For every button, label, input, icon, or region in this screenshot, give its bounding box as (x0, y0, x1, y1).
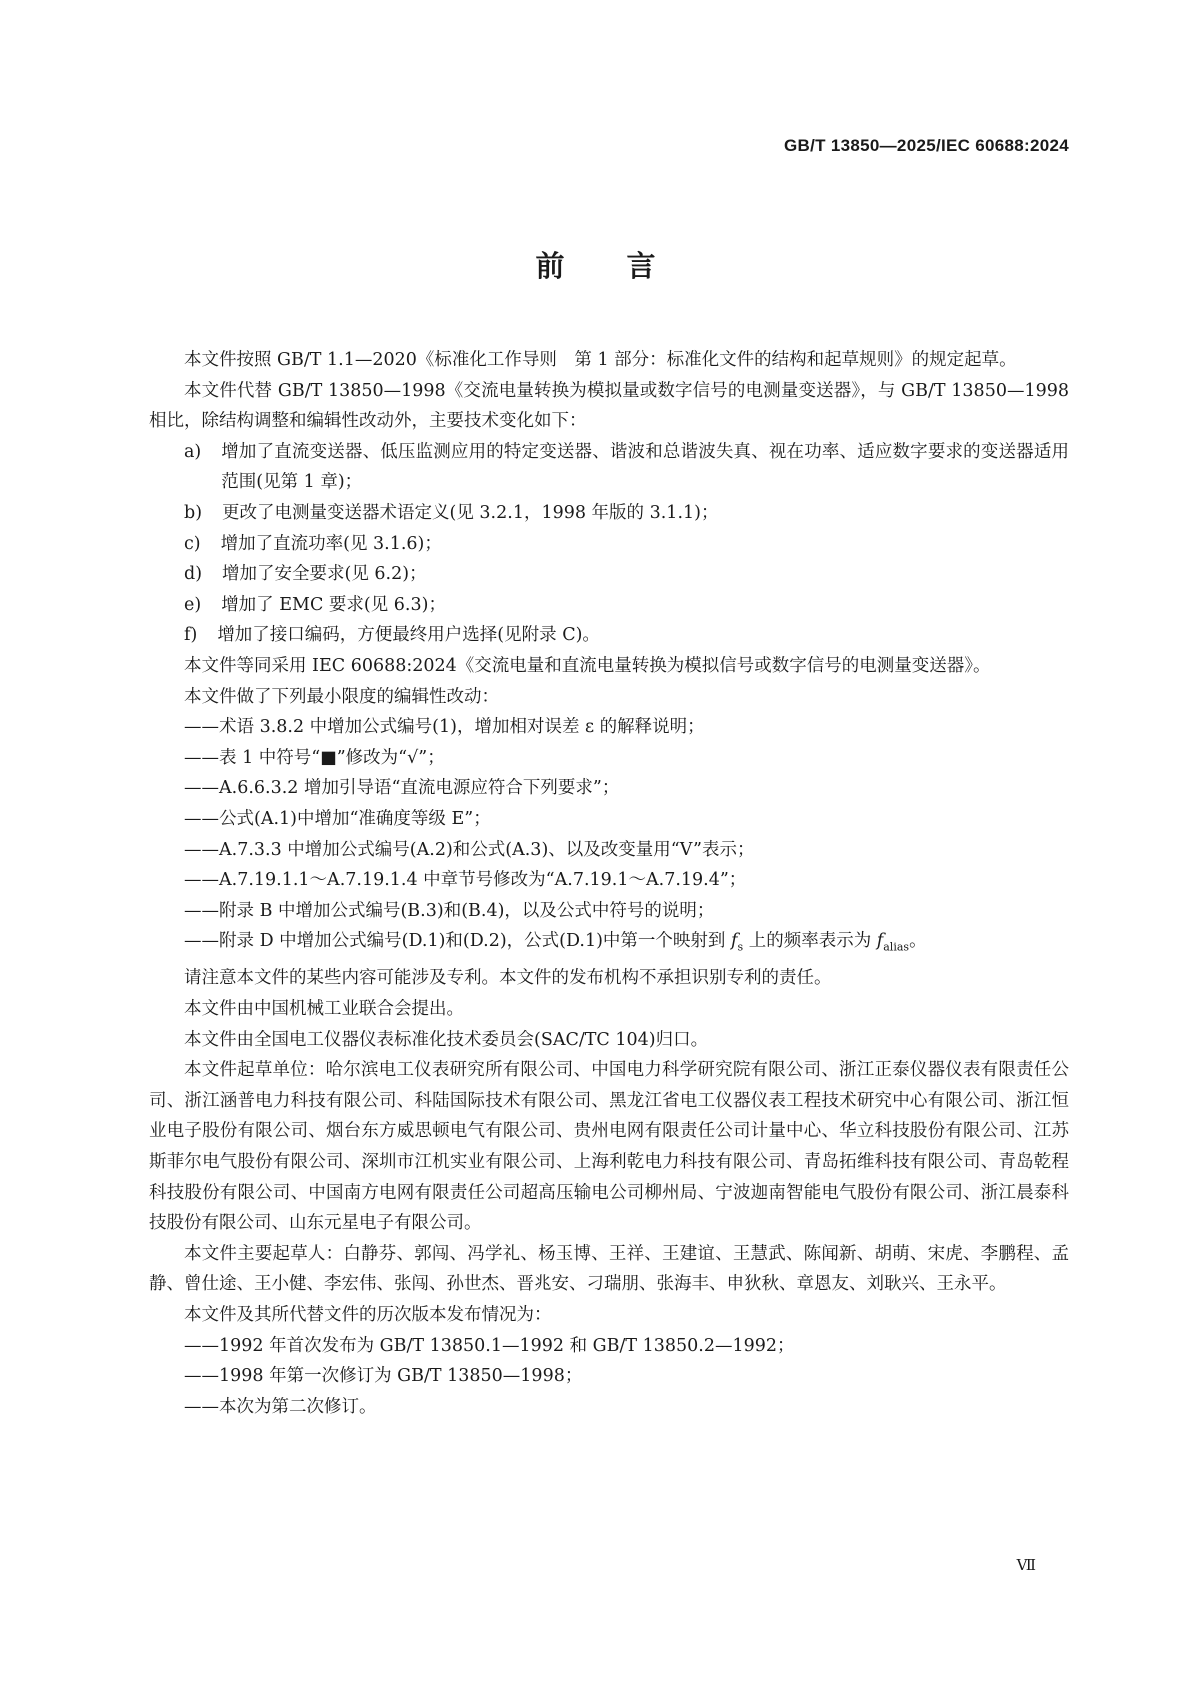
paragraph-editorial-intro: 本文件做了下列最小限度的编辑性改动： (184, 686, 499, 707)
dash-item-prefix: ——附录 D 中增加公式编号(D.1)和(D.2)，公式(D.1)中第一个映射到 (184, 931, 731, 952)
paragraph-committee: 本文件由全国电工仪器仪表标准化技术委员会(SAC/TC 104)归口。 (184, 1029, 709, 1050)
list-item (149, 620, 1069, 651)
list-item-text: 增加了直流功率(见 3.1.6)； (220, 533, 442, 554)
dash-item-middle: 上的频率表示为 (743, 931, 877, 952)
subscript-alias: alias (883, 940, 910, 954)
paragraph-drafters: 本文件主要起草人：白静芬、郭闯、冯学礼、杨玉博、王祥、王建谊、王慧武、陈闻新、胡萌、宋虎、李鹏程、孟静、曾仕途、王小健、李宏伟、张闯、孙世杰、晋兆安、刁瑞朋、张海丰、申狄秋、章恩友、刘耿兴、王永平。 (149, 1243, 1069, 1295)
document-code-header: GB/T 13850—2025/IEC 60688:2024 (784, 136, 1069, 155)
list-item (149, 590, 1069, 621)
paragraph-patent: 请注意本文件的某些内容可能涉及专利。本文件的发布机构不承担识别专利的责任。 (184, 968, 832, 989)
dash-item: ——A.7.19.1.1～A.7.19.1.4 中章节号修改为“A.7.19.1～A.7.19.4”； (184, 870, 747, 891)
title-char-1: 前 (535, 249, 565, 283)
paragraph-equivalence: 本文件等同采用 IEC 60688:2024《交流电量和直流电量转换为模拟信号或数字信号的电测量变送器》。 (184, 655, 991, 676)
document-body (149, 345, 1069, 1422)
page-title (0, 244, 1191, 285)
history-item: ——本次为第二次修订。 (184, 1396, 377, 1417)
paragraph-drafting-units: 本文件起草单位：哈尔滨电工仪表研究所有限公司、中国电力科学研究院有限公司、浙江正泰仪器仪表有限责任公司、浙江涵普电力科技有限公司、科陆国际技术有限公司、黑龙江省电工仪器仪表工程技术研究中心有限公司、浙江恒业电子股份有限公司、烟台东方威思顿电气有限公司、贵州电网有限责任公司计量中心、华立科技股份有限公司、江苏斯菲尔电气股份有限公司、深圳市江机实业有限公司、上海利乾电力科技有限公司、青岛拓维科技有限公司、青岛乾程科技股份有限公司、中国南方电网有限责任公司超高压输电公司柳州局、宁波迦南智能电气股份有限公司、浙江晨泰科技股份有限公司、山东元星电子有限公司。 (149, 1060, 1069, 1234)
dash-item: ——A.7.3.3 中增加公式编号(A.2)和公式(A.3)、以及改变量用“V”表示； (184, 839, 755, 860)
list-marker: d) (184, 564, 203, 585)
frequency-symbol-alias: f (876, 931, 884, 952)
paragraph-history-intro: 本文件及其所代替文件的历次版本发布情况为： (184, 1304, 552, 1325)
paragraph-drafting-rules: 本文件按照 GB/T 1.1—2020《标准化工作导则 第 1 部分：标准化文件的结构和起草规则》的规定起草。 (184, 350, 1017, 370)
page-number: Ⅶ (1016, 1556, 1036, 1574)
list-item-text: 增加了直流变送器、低压监测应用的特定变送器、谐波和总谐波失真、视在功率、适应数字要求的变送器适用范围(见第 1 章)； (221, 441, 1069, 493)
list-marker: e) (184, 594, 202, 615)
subscript-s: s (737, 940, 744, 954)
dash-item: ——术语 3.8.2 中增加公式编号(1)，增加相对误差 ε 的解释说明； (184, 717, 705, 738)
list-item (149, 437, 1069, 498)
list-item-text: 增加了接口编码，方便最终用户选择(见附录 C)。 (217, 625, 600, 646)
dash-item: ——公式(A.1)中增加“准确度等级 E”； (184, 808, 491, 829)
list-marker: b) (184, 502, 203, 523)
dash-item: ——表 1 中符号“■”修改为“√”； (184, 747, 445, 768)
list-marker: f) (184, 625, 198, 646)
list-item (149, 559, 1069, 590)
title-char-2: 言 (626, 249, 656, 283)
paragraph-replacement: 本文件代替 GB/T 13850—1998《交流电量转换为模拟量或数字信号的电测量变送器》，与 GB/T 13850—1998 相比，除结构调整和编辑性改动外，主要技术变化如下： (149, 380, 1069, 432)
list-item (149, 529, 1069, 560)
frequency-symbol: f (731, 931, 738, 952)
list-marker: c) (184, 533, 201, 554)
list-marker: a) (184, 441, 202, 462)
history-item: ——1998 年第一次修订为 GB/T 13850—1998； (184, 1366, 583, 1387)
dash-item: ——附录 B 中增加公式编号(B.3)和(B.4)，以及公式中符号的说明； (184, 900, 715, 921)
list-item (149, 498, 1069, 529)
paragraph-proposer: 本文件由中国机械工业联合会提出。 (184, 998, 464, 1019)
dash-item: ——A.6.6.3.2 增加引导语“直流电源应符合下列要求”； (184, 778, 620, 799)
dash-item-alias (149, 926, 1069, 963)
dash-item-suffix: 。 (909, 931, 927, 952)
list-item-text: 增加了 EMC 要求(见 6.3)； (221, 594, 446, 615)
history-item: ——1992 年首次发布为 GB/T 13850.1—1992 和 GB/T 13850.2—1992； (184, 1335, 795, 1356)
list-item-text: 增加了安全要求(见 6.2)； (222, 564, 427, 585)
list-item-text: 更改了电测量变送器术语定义(见 3.2.1，1998 年版的 3.1.1)； (222, 502, 719, 523)
